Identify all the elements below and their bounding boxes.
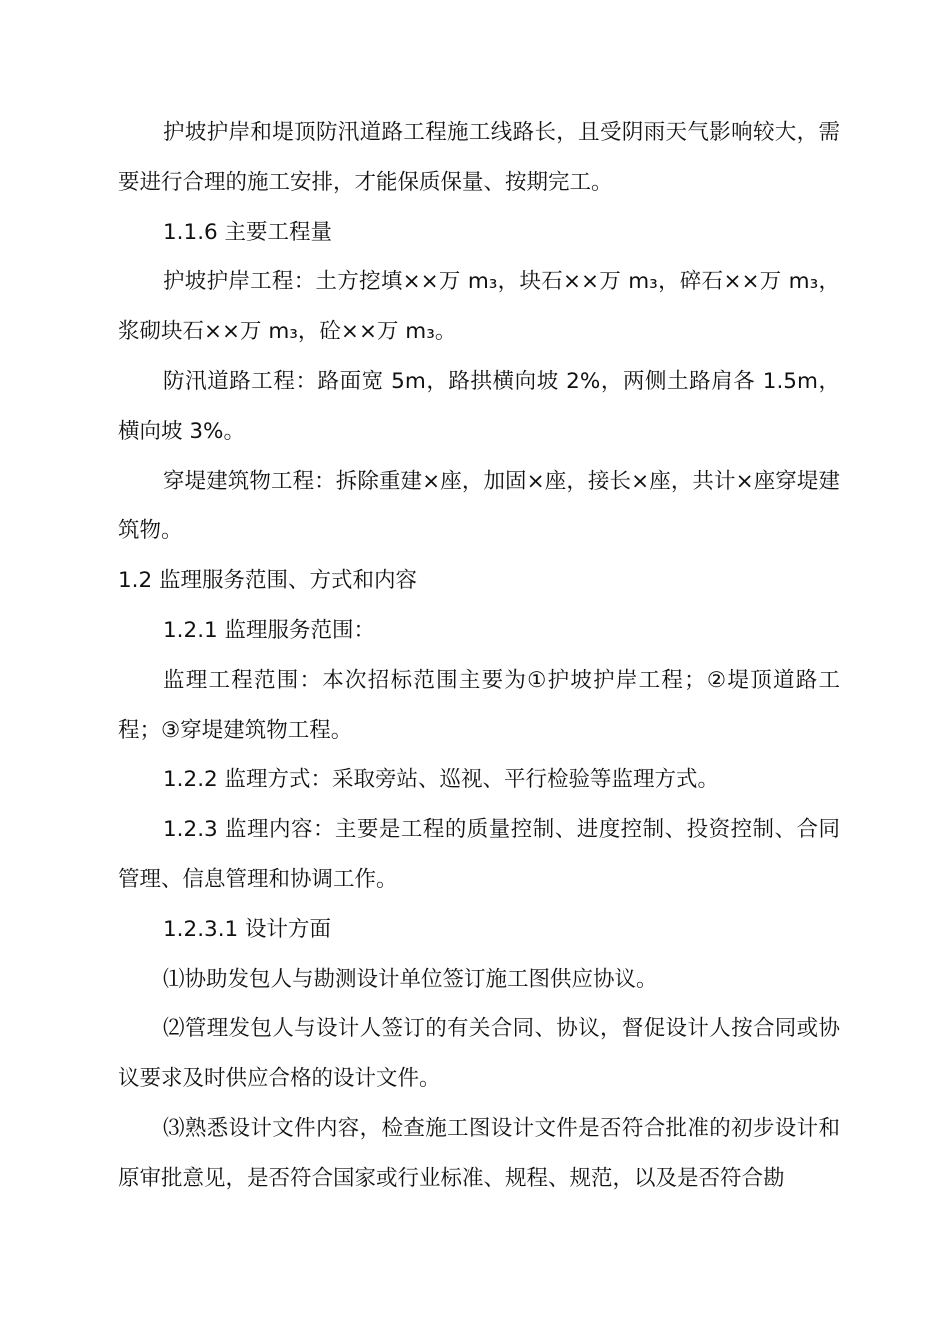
- paragraph-flood-road-quantities: 防汛道路工程：路面宽 5m，路拱横向坡 2%，两侧土路肩各 1.5m，横向坡 3%。: [118, 368, 840, 444]
- paragraph-culvert-quantities: 穿堤建筑物工程：拆除重建×座，加固×座，接长×座，共计×座穿堤建筑物。: [118, 468, 840, 544]
- heading-1-2: 1.2 监理服务范围、方式和内容: [118, 568, 418, 594]
- heading-1-1-6: 1.1.6 主要工程量: [163, 219, 333, 245]
- heading-1-2-3-1: 1.2.3.1 设计方面: [163, 916, 332, 942]
- paragraph-construction-arrangement: 护坡护岸和堤顶防汛道路工程施工线路长，且受阴雨天气影响较大，需要进行合理的施工安排，才能保质保量、按期完工。: [118, 120, 840, 195]
- document-page: [118, 108, 840, 1204]
- list-item-1: ⑴协助发包人与勘测设计单位签订施工图供应协议。: [163, 966, 658, 992]
- list-item-3: ⑶熟悉设计文件内容，检查施工图设计文件是否符合批准的初步设计和原审批意见，是否符合国家或行业标准、规程、规范，以及是否符合勘: [118, 1115, 840, 1191]
- paragraph-supervision-method: 1.2.2 监理方式：采取旁站、巡视、平行检验等监理方式。: [163, 767, 720, 793]
- paragraph-supervision-content: 1.2.3 监理内容：主要是工程的质量控制、进度控制、投资控制、合同管理、信息管理和协调工作。: [118, 817, 840, 892]
- paragraph-revetment-quantities: 护坡护岸工程：土方挖填××万 m₃，块石××万 m₃，碎石××万 m₃，浆砌块石××万 m₃，砼××万 m₃。: [118, 269, 840, 345]
- heading-1-2-1: 1.2.1 监理服务范围：: [163, 617, 376, 643]
- list-item-2: ⑵管理发包人与设计人签订的有关合同、协议，督促设计人按合同或协议要求及时供应合格的设计文件。: [118, 1016, 840, 1092]
- paragraph-supervision-scope: 监理工程范围：本次招标范围主要为①护坡护岸工程；②堤顶道路工程；③穿堤建筑物工程。: [118, 667, 840, 743]
